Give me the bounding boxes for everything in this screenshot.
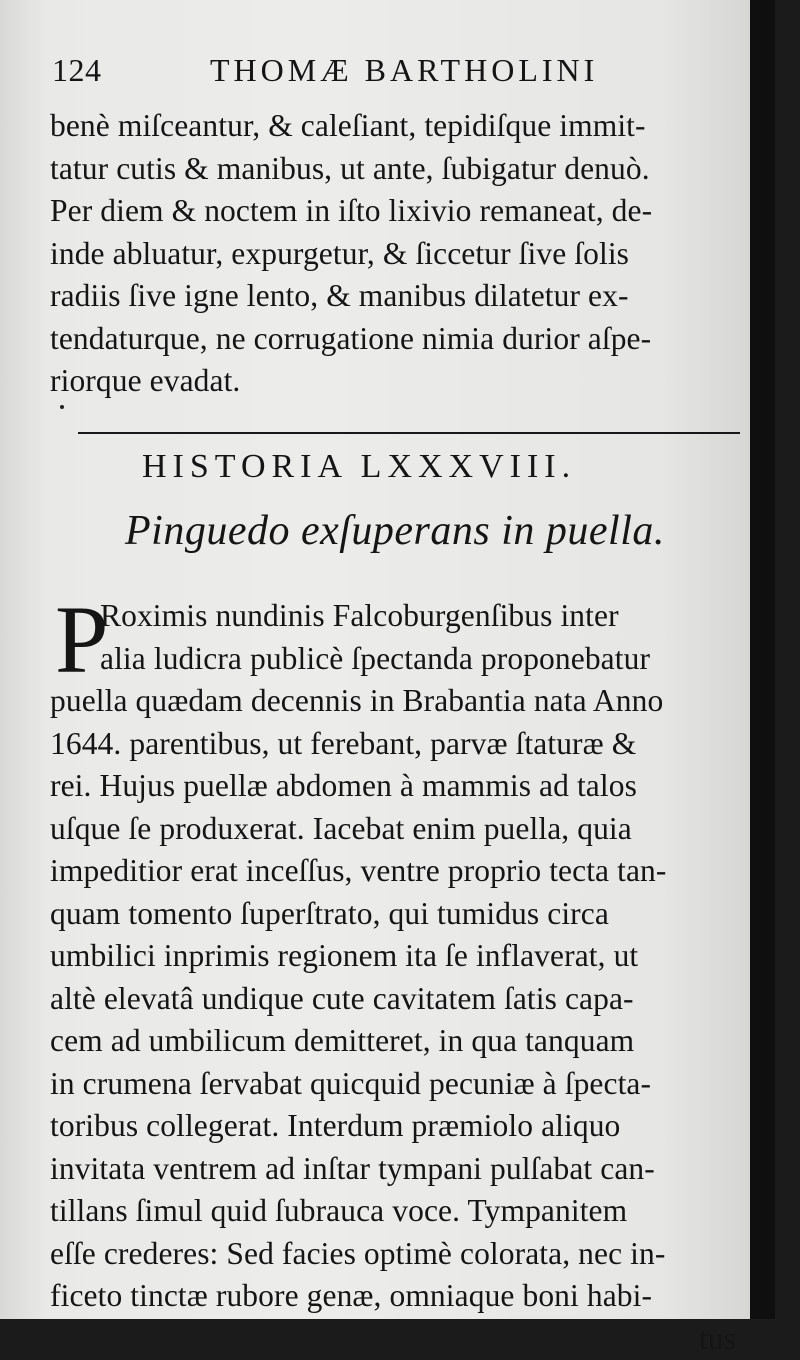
text-line: riorque evadat. <box>50 360 740 403</box>
section-heading: HISTORIA LXXXVIII. <box>142 448 576 486</box>
section-subtitle: Pinguedo exſuperans in puella. <box>125 507 665 555</box>
section-divider-rule <box>78 432 740 434</box>
text-line: 1644. parentibus, ut ferebant, parvæ ſtaturæ & <box>50 723 740 766</box>
text-line: in crumena ſervabat quicquid pecuniæ à ſpecta- <box>50 1063 740 1106</box>
text-line: Roximis nundinis Falcoburgenſibus inter <box>50 595 740 638</box>
text-line: puella quædam decennis in Brabantia nata Anno <box>50 680 740 723</box>
text-line: tendaturque, ne corrugatione nimia durior aſpe- <box>50 318 740 361</box>
catchword: tus <box>50 1318 740 1360</box>
running-head <box>52 52 752 102</box>
text-line: umbilici inprimis regionem ita ſe inflaverat, ut <box>50 935 740 978</box>
text-line: altè elevatâ undique cute cavitatem ſatis capa- <box>50 978 740 1021</box>
text-line: Per diem & noctem in iſto lixivio remaneat, de- <box>50 190 740 233</box>
continuation-paragraph <box>50 105 740 403</box>
text-line: quam tomento ſuperſtrato, qui tumidus circa <box>50 893 740 936</box>
ink-speck <box>60 405 64 409</box>
text-line: uſque ſe produxerat. Iacebat enim puella, quia <box>50 808 740 851</box>
page-edge-shadow <box>750 0 775 1319</box>
text-line: radiis ſive igne lento, & manibus dilatetur ex- <box>50 275 740 318</box>
text-line: tillans ſimul quid ſubrauca voce. Tympanitem <box>50 1190 740 1233</box>
text-line: inde abluatur, expurgetur, & ſiccetur ſive ſolis <box>50 233 740 276</box>
text-line: rei. Hujus puellæ abdomen à mammis ad talos <box>50 765 740 808</box>
text-line: cem ad umbilicum demitteret, in qua tanquam <box>50 1020 740 1063</box>
text-line: invitata ventrem ad inſtar tympani pulſabat can- <box>50 1148 740 1191</box>
main-paragraph <box>50 595 740 1360</box>
text-line: tatur cutis & manibus, ut ante, ſubigatur denuò. <box>50 148 740 191</box>
text-line: toribus collegerat. Interdum præmiolo aliquo <box>50 1105 740 1148</box>
text-line: benè miſceantur, & caleſiant, tepidiſque immit- <box>50 105 740 148</box>
page-number: 124 <box>52 52 102 89</box>
drop-cap: P <box>55 592 108 688</box>
text-line: alia ludicra publicè ſpectanda proponebatur <box>50 638 740 681</box>
text-line: impeditior erat inceſſus, ventre proprio tecta tan- <box>50 850 740 893</box>
text-line: ficeto tinctæ rubore genæ, omniaque boni habi- <box>50 1275 740 1318</box>
running-title: THOMÆ BARTHOLINI <box>210 52 598 89</box>
text-line: eſſe crederes: Sed facies optimè colorata, nec in- <box>50 1233 740 1276</box>
